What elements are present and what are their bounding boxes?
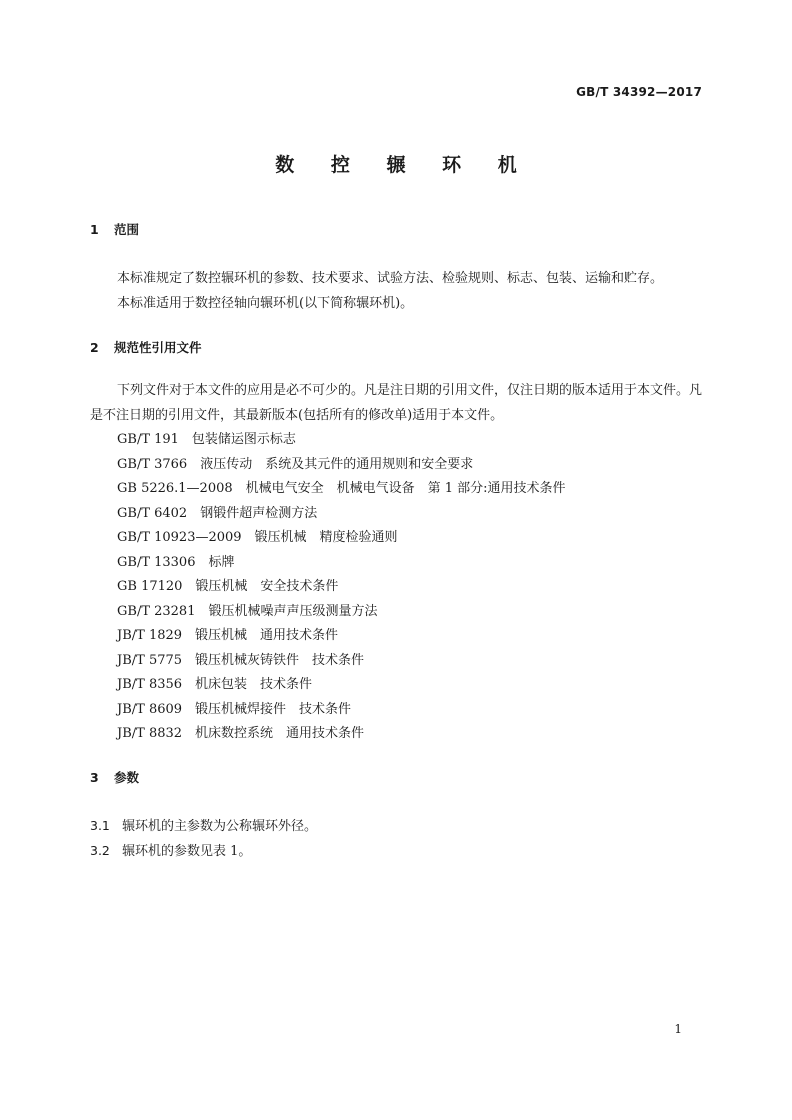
- scope-paragraph-1: 本标准规定了数控辗环机的参数、技术要求、试验方法、检验规则、标志、包装、运输和贮存。: [117, 271, 664, 286]
- clause-3-2: [90, 840, 251, 859]
- reference-item: JB/T 1829 锻压机械 通用技术条件: [117, 628, 339, 643]
- reference-item: JB/T 8832 机床数控系统 通用技术条件: [117, 726, 365, 741]
- reference-item: JB/T 5775 锻压机械灰铸铁件 技术条件: [117, 652, 365, 668]
- clause-text: 辗环机的参数见表 1。: [122, 844, 252, 859]
- section-2-heading: [90, 338, 202, 356]
- section-title: 参数: [114, 770, 140, 785]
- section-number: 1: [90, 222, 99, 237]
- clause-number: 3.2: [90, 843, 110, 858]
- section-1-heading: [90, 220, 139, 238]
- section-number: 3: [90, 770, 99, 785]
- reference-item: JB/T 8609 锻压机械焊接件 技术条件: [117, 701, 352, 717]
- clause-3-1: [90, 815, 317, 834]
- reference-item: GB 17120 锻压机械 安全技术条件: [117, 579, 339, 594]
- section-title: 范围: [114, 222, 140, 237]
- scope-paragraph-2: 本标准适用于数控径轴向辗环机(以下简称辗环机)。: [117, 296, 414, 311]
- reference-item: GB/T 6402 钢锻件超声检测方法: [117, 505, 318, 521]
- reference-item: GB 5226.1—2008 机械电气安全 机械电气设备 第 1 部分:通用技术条件: [117, 481, 566, 496]
- reference-item: GB/T 3766 液压传动 系统及其元件的通用规则和安全要求: [117, 456, 474, 472]
- reference-item: JB/T 8356 机床包装 技术条件: [117, 677, 313, 692]
- standard-code: GB/T 34392—2017: [576, 85, 702, 99]
- document-title: 数 控 辗 环 机: [275, 154, 532, 176]
- clause-number: 3.1: [90, 818, 110, 833]
- reference-item: GB/T 13306 标牌: [117, 554, 235, 570]
- references-intro-paragraph: 下列文件对于本文件的应用是必不可少的。凡是注日期的引用文件，仅注日期的版本适用于本文件。凡是不注日期的引用文件，其最新版本(包括所有的修改单)适用于本文件。: [90, 383, 703, 423]
- reference-item: GB/T 191 包装储运图示标志: [117, 432, 296, 447]
- section-title: 规范性引用文件: [114, 340, 202, 355]
- normative-references-list: [117, 428, 566, 747]
- reference-item: GB/T 23281 锻压机械噪声声压级测量方法: [117, 603, 378, 619]
- clause-text: 辗环机的主参数为公称辗环外径。: [122, 819, 318, 834]
- section-3-heading: [90, 768, 139, 786]
- page-number: 1: [674, 1022, 682, 1036]
- reference-item: GB/T 10923—2009 锻压机械 精度检验通则: [117, 530, 398, 545]
- section-number: 2: [90, 340, 99, 355]
